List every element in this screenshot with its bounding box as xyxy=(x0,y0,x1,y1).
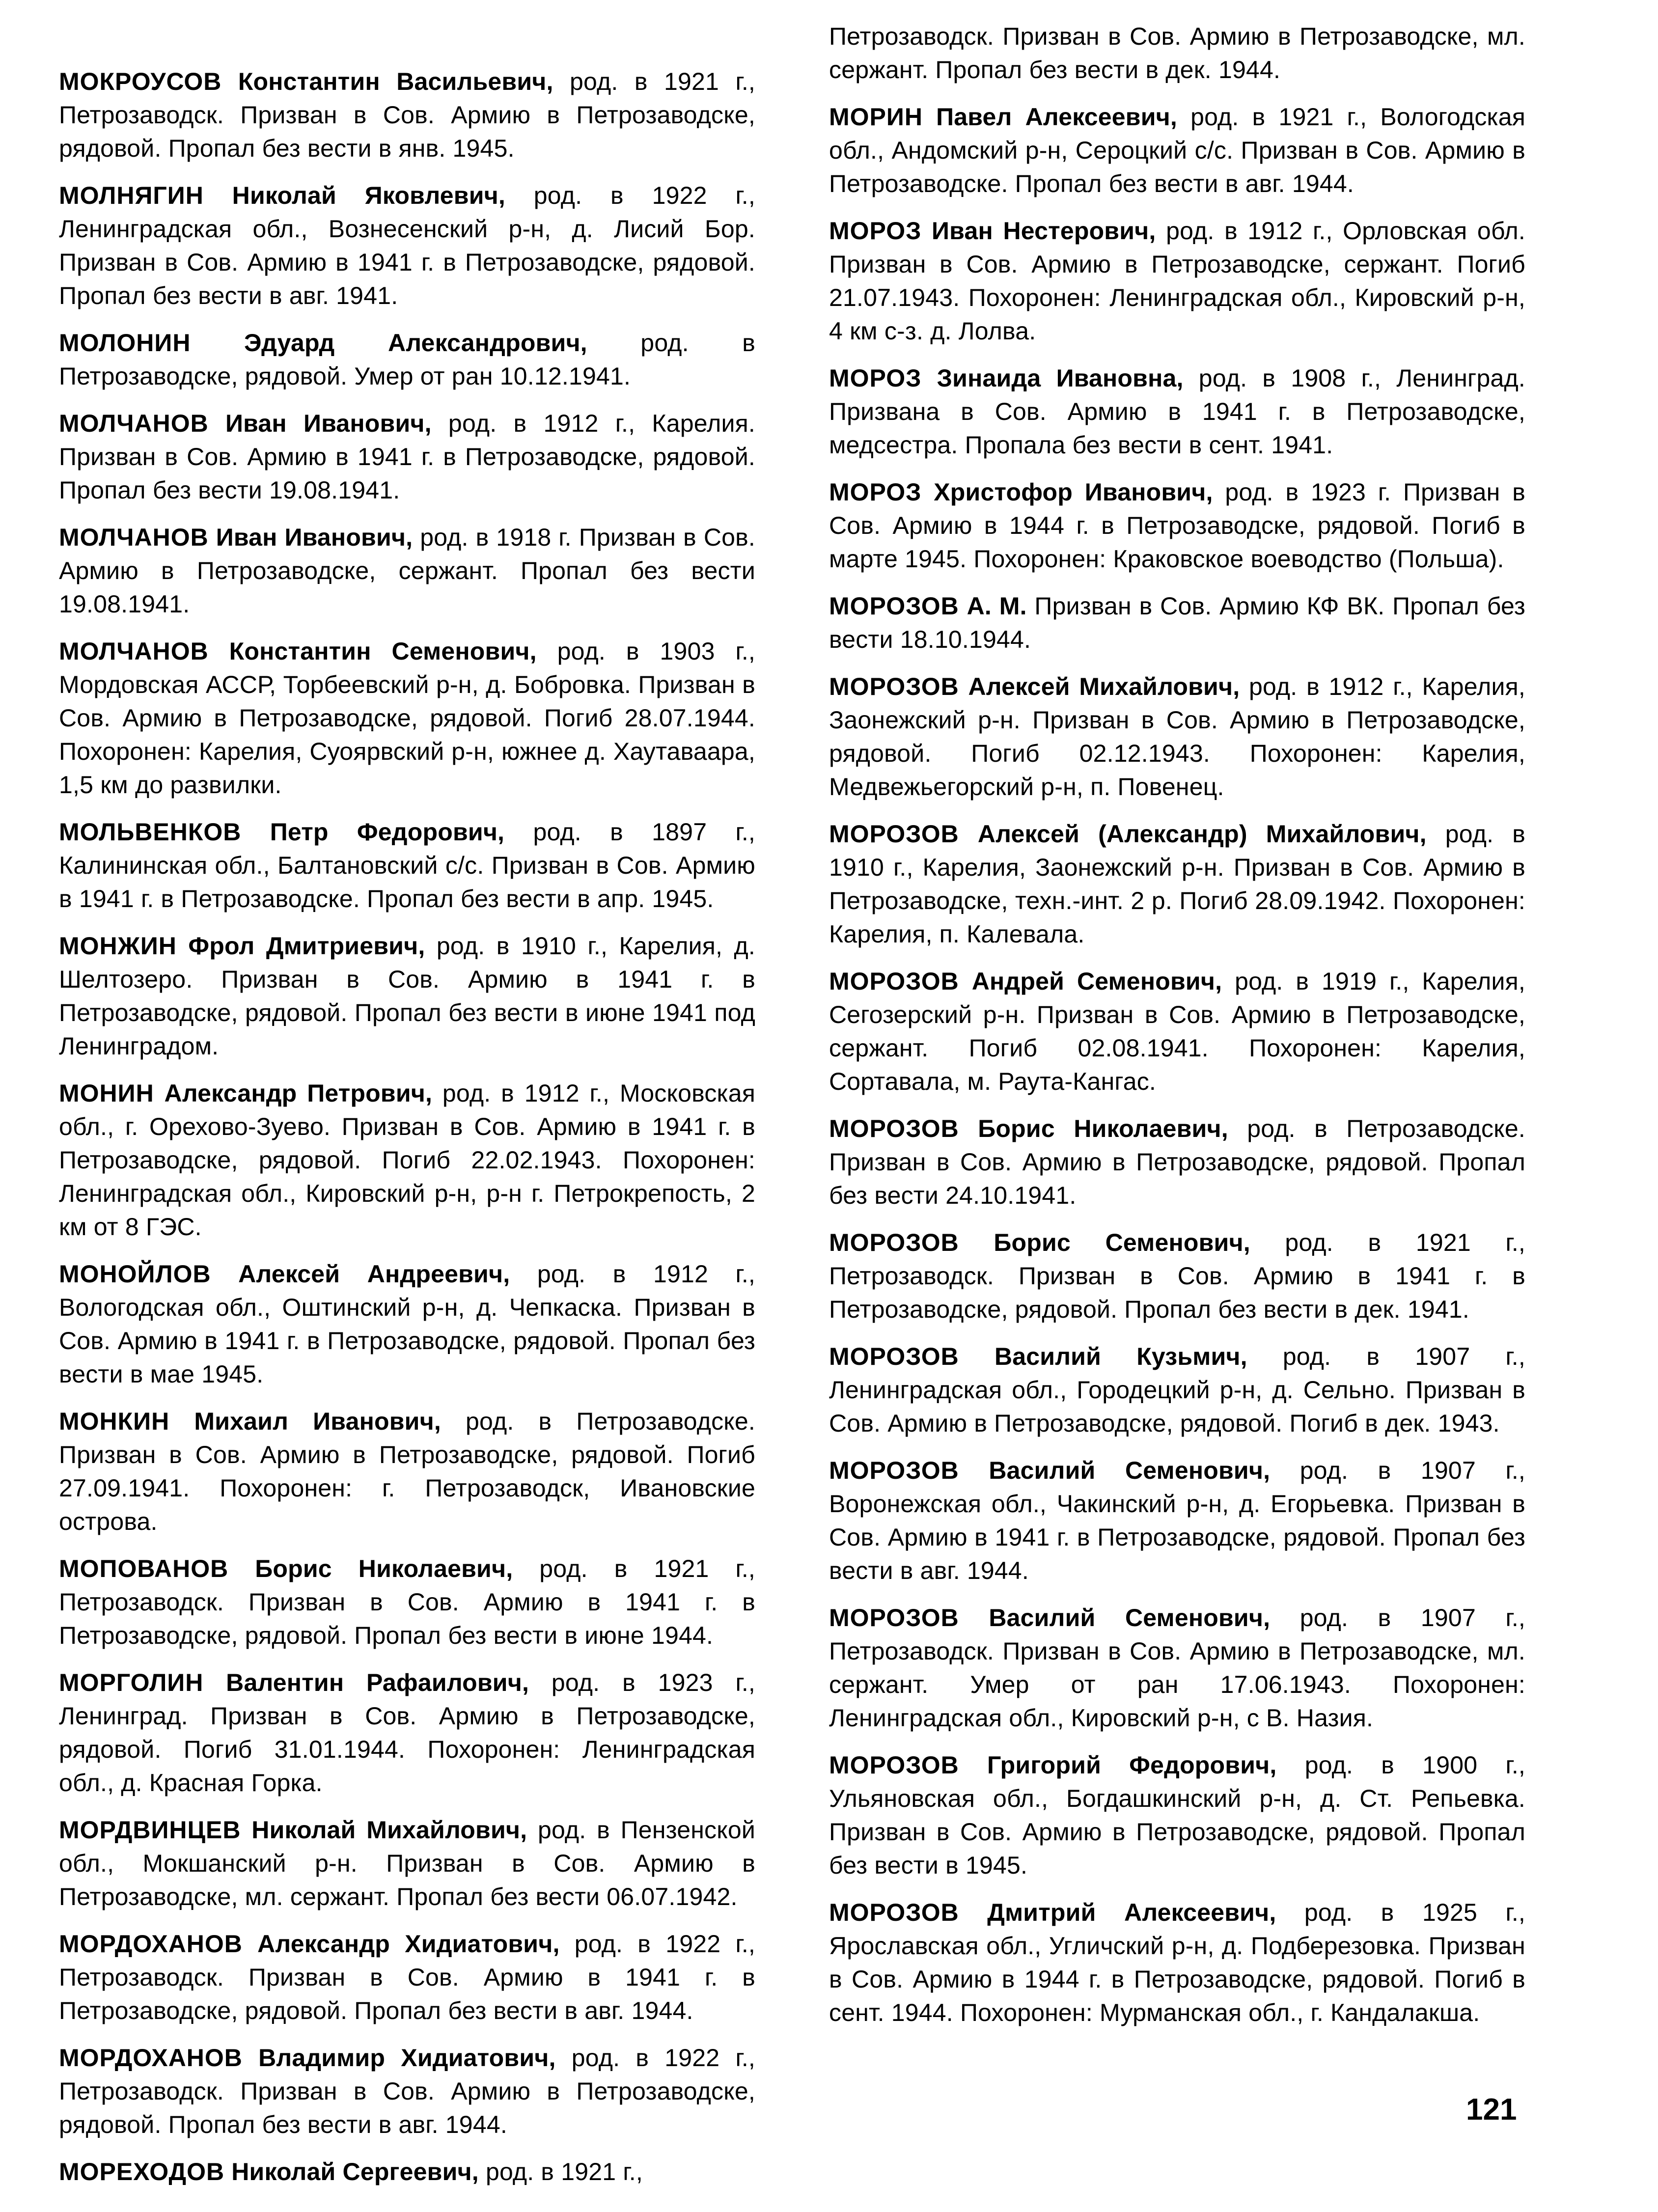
entry-surname: МОРОЗ xyxy=(829,478,922,506)
list-entry xyxy=(829,817,1525,951)
entry-given-names: Константин Семенович, xyxy=(229,637,537,665)
entry-surname: МОРОЗОВ xyxy=(829,1899,959,1926)
entry-surname: МОРОЗОВ xyxy=(829,820,959,848)
entry-given-names: Николай Михайлович, xyxy=(251,1816,527,1844)
left-column xyxy=(59,65,755,2202)
entry-details: род. в 1912 г., Орловская обл. Призван в Сов. Армию в Петрозаводске, сержант. Погиб 21.07.1943. Похоронен: Ленинградская обл., Кировский р-н, 4 км с-з. д. Лолва. xyxy=(829,217,1525,345)
entry-details: род. в 1910 г., Карелия, д. Шелтозеро. Призван в Сов. Армию в 1941 г. в Петрозаводске, рядовой. Пропал без вести в июне 1941 под Ленинградом. xyxy=(59,932,756,1060)
entry-given-names: Михаил Иванович, xyxy=(194,1408,441,1435)
list-entry xyxy=(59,1257,755,1391)
entry-given-names: Владимир Хидиатович, xyxy=(258,2044,556,2072)
entry-given-names: Андрей Семенович, xyxy=(971,968,1222,995)
entry-given-names: Валентин Рафаилович, xyxy=(226,1669,529,1696)
list-entry xyxy=(829,1226,1525,1326)
list-entry xyxy=(829,361,1525,462)
list-entry xyxy=(829,1454,1525,1587)
entry-details: род. в 1922 г., Ленинградская обл., Вознесенский р-н, д. Лисий Бор. Призван в Сов. Армию в 1941 г. в Петрозаводске, рядовой. Пропал без вести в авг. 1941. xyxy=(59,182,755,309)
entry-details: род. в 1912 г., Карелия. Призван в Сов. Армию в 1941 г. в Петрозаводске, рядовой. Пропал без вести 19.08.1941. xyxy=(59,410,755,504)
list-entry xyxy=(59,326,755,393)
entry-details: род. в 1919 г., Карелия, Сегозерский р-н. Призван в Сов. Армию в Петрозаводске, сержант. Погиб 02.08.1941. Похоронен: Карелия, Сортавала, м. Раута-Кангас. xyxy=(829,968,1525,1095)
list-entry xyxy=(829,20,1525,86)
list-entry xyxy=(59,1405,755,1538)
entry-details: род. в Петрозаводске. Призван в Сов. Армию в Петрозаводске, рядовой. Погиб 27.09.1941. Похоронен: г. Петрозаводск, Ивановские острова. xyxy=(59,1408,755,1535)
entry-details: род. в 1912 г., Карелия, Заонежский р-н. Призван в Сов. Армию в Петрозаводске, рядовой. Погиб 02.12.1943. Похоронен: Карелия, Медвежьегорский р-н, п. Повенец. xyxy=(829,673,1526,801)
entry-details: род. в 1923 г., Ленинград. Призван в Сов. Армию в Петрозаводске, рядовой. Погиб 31.01.1944. Похоронен: Ленинградская обл., д. Красная Горка. xyxy=(59,1669,756,1797)
entry-given-names: Николай Сергеевич, xyxy=(231,2158,479,2185)
entry-given-names: Дмитрий Алексеевич, xyxy=(987,1899,1276,1926)
entry-surname: МОКРОУСОВ xyxy=(59,68,222,95)
entry-details: Призван в Сов. Армию КФ ВК. Пропал без вести 18.10.1944. xyxy=(829,592,1525,653)
entry-details: род. в 1910 г., Карелия, Заонежский р-н. Призван в Сов. Армию в Петрозаводске, техн.-инт. 2 р. Погиб 28.09.1942. Похоронен: Карелия, п. Калевала. xyxy=(829,820,1525,948)
list-entry xyxy=(829,1112,1525,1212)
entry-surname: МОЛОНИН xyxy=(59,329,191,357)
entry-details: род. в Петрозаводске, рядовой. Умер от ран 10.12.1941. xyxy=(59,329,755,390)
entry-given-names: Фрол Дмитриевич, xyxy=(188,932,425,960)
entry-surname: МОНОЙЛОВ xyxy=(59,1260,211,1288)
entry-given-names: Григорий Федорович, xyxy=(987,1751,1277,1779)
entry-given-names: Борис Николаевич, xyxy=(255,1555,513,1582)
list-entry xyxy=(59,1666,755,1799)
entry-details: род. в 1912 г., Вологодская обл., Оштинский р-н, д. Чепкаска. Призван в Сов. Армию в 1941 г. в Петрозаводске, рядовой. Пропал без вести в мае 1945. xyxy=(59,1260,756,1388)
entry-given-names: Борис Семенович, xyxy=(994,1229,1250,1256)
entry-details: род. в 1923 г. Призван в Сов. Армию в 1944 г. в Петрозаводске, рядовой. Погиб в марте 1945. Похоронен: Краковское воеводство (Польша). xyxy=(829,478,1525,573)
entry-surname: МОРОЗОВ xyxy=(829,1115,959,1142)
list-entry xyxy=(59,179,755,312)
entry-surname: МОРОЗ xyxy=(829,364,922,392)
list-entry xyxy=(829,214,1525,348)
list-entry xyxy=(829,965,1525,1098)
entry-details: род. в Пензенской обл., Мокшанский р-н. Призван в Сов. Армию в Петрозаводске, мл. сержант. Пропал без вести 06.07.1942. xyxy=(59,1816,755,1910)
entry-surname: МОЛЧАНОВ xyxy=(59,637,209,665)
entry-surname: МОЛЧАНОВ xyxy=(59,410,209,437)
entry-details: род. в 1922 г., Петрозаводск. Призван в Сов. Армию в Петрозаводске, рядовой. Пропал без вести в авг. 1944. xyxy=(59,2044,755,2138)
list-entry xyxy=(59,2041,755,2141)
entry-surname: МОРЕХОДОВ xyxy=(59,2158,225,2185)
entry-details: род. в 1903 г., Мордовская АССР, Торбеевский р-н, д. Бобровка. Призван в Сов. Армию в Петрозаводске, рядовой. Погиб 28.07.1944. Похоронен: Карелия, Суоярвский р-н, южнее д. Хаутаваара, 1,5 км до развилки. xyxy=(59,637,755,799)
entry-details: род. в 1897 г., Калининская обл., Балтановский с/с. Призван в Сов. Армию в 1941 г. в Петрозаводске. Пропал без вести в апр. 1945. xyxy=(59,818,756,912)
list-entry xyxy=(59,407,755,507)
entry-details: род. в 1921 г., Петрозаводск. Призван в Сов. Армию в 1941 г. в Петрозаводске, рядовой. Пропал без вести в дек. 1941. xyxy=(829,1229,1525,1323)
entry-given-names: Иван Иванович, xyxy=(216,524,413,551)
entry-surname: МОРОЗОВ xyxy=(829,592,959,620)
entry-details: род. в 1921 г., Петрозаводск. Призван в Сов. Армию в 1941 г. в Петрозаводске, рядовой. Пропал без вести в июне 1944. xyxy=(59,1555,756,1649)
entry-surname: МОПОВАНОВ xyxy=(59,1555,229,1582)
list-entry xyxy=(59,1813,755,1913)
entry-surname: МОРОЗОВ xyxy=(829,968,959,995)
entry-given-names: Петр Федорович, xyxy=(270,818,505,846)
entry-given-names: Василий Семенович, xyxy=(989,1457,1271,1484)
entry-given-names: Василий Кузьмич, xyxy=(994,1343,1247,1370)
entry-given-names: Зинаида Ивановна, xyxy=(937,364,1184,392)
entry-surname: МОЛЧАНОВ xyxy=(59,524,209,551)
entry-details: род. в 1908 г., Ленинград. Призвана в Сов. Армию в 1941 г. в Петрозаводске, медсестра. Пропала без вести в сент. 1941. xyxy=(829,364,1525,459)
entry-surname: МОРИН xyxy=(829,103,923,131)
list-entry xyxy=(829,589,1525,656)
list-entry xyxy=(829,1748,1525,1882)
entry-surname: МОРОЗОВ xyxy=(829,1343,959,1370)
entry-surname: МОРОЗОВ xyxy=(829,1457,959,1484)
entry-given-names: Эдуард Александрович, xyxy=(244,329,587,357)
list-entry xyxy=(829,475,1525,576)
entry-given-names: Александр Хидиатович, xyxy=(257,1930,560,1958)
list-entry xyxy=(59,1927,755,2027)
entry-given-names: Николай Яковлевич, xyxy=(232,182,505,209)
list-entry xyxy=(59,1552,755,1652)
right-column xyxy=(829,20,1525,2043)
entry-given-names: Константин Васильевич, xyxy=(238,68,553,95)
entry-details: Петрозаводск. Призван в Сов. Армию в Петрозаводске, мл. сержант. Пропал без вести в дек. 1944. xyxy=(829,23,1525,83)
entry-details: род. в 1921 г., xyxy=(478,2158,643,2185)
entry-surname: МОЛЬВЕНКОВ xyxy=(59,818,242,846)
entry-surname: МОРОЗОВ xyxy=(829,1604,959,1631)
entry-details: род. в 1921 г., Петрозаводск. Призван в Сов. Армию в Петрозаводске, рядовой. Пропал без вести в янв. 1945. xyxy=(59,68,755,162)
list-entry xyxy=(829,1340,1525,1440)
entry-given-names: Алексей Михайлович, xyxy=(968,673,1240,700)
entry-surname: МОРДВИНЦЕВ xyxy=(59,1816,241,1844)
entry-details: род. в 1907 г., Петрозаводск. Призван в Сов. Армию в Петрозаводске, мл. сержант. Умер от ран 17.06.1943. Похоронен: Ленинградская обл., Кировский р-н, с В. Назия. xyxy=(829,1604,1526,1732)
entry-surname: МОНЖИН xyxy=(59,932,177,960)
list-entry xyxy=(59,65,755,165)
entry-given-names: Алексей Андреевич, xyxy=(238,1260,510,1288)
entry-given-names: Александр Петрович, xyxy=(164,1079,433,1107)
entry-surname: МОРДОХАНОВ xyxy=(59,2044,243,2072)
entry-surname: МОНИН xyxy=(59,1079,154,1107)
list-entry xyxy=(829,670,1525,803)
entry-given-names: Иван Нестерович, xyxy=(932,217,1156,245)
entry-surname: МОРОЗОВ xyxy=(829,1229,959,1256)
entry-given-names: Павел Алексеевич, xyxy=(936,103,1177,131)
entry-details: род. в 1900 г., Ульяновская обл., Богдашкинский р-н, д. Ст. Репьевка. Призван в Сов. Армию в Петрозаводске, рядовой. Пропал без вести в 1945. xyxy=(829,1751,1525,1879)
entry-given-names: Христофор Иванович, xyxy=(934,478,1213,506)
entry-given-names: Иван Иванович, xyxy=(225,410,432,437)
entry-details: род. в 1922 г., Петрозаводск. Призван в Сов. Армию в 1941 г. в Петрозаводске, рядовой. Пропал без вести в авг. 1944. xyxy=(59,1930,756,2024)
list-entry xyxy=(59,635,755,802)
list-entry xyxy=(59,2155,755,2188)
list-entry xyxy=(829,1601,1525,1735)
list-entry xyxy=(59,815,755,915)
page-number: 121 xyxy=(1466,2093,1517,2127)
entry-details: род. в 1921 г., Вологодская обл., Андомский р-н, Сероцкий с/с. Призван в Сов. Армию в Петрозаводске. Пропал без вести в авг. 1944. xyxy=(829,103,1525,197)
entry-given-names: А. М. xyxy=(967,592,1027,620)
entry-details: род. в Петрозаводске. Призван в Сов. Армию в Петрозаводске, рядовой. Пропал без вести 24.10.1941. xyxy=(829,1115,1525,1209)
entry-surname: МОРОЗОВ xyxy=(829,1751,959,1779)
list-entry xyxy=(829,100,1525,200)
entry-surname: МОРДОХАНОВ xyxy=(59,1930,243,1958)
list-entry xyxy=(829,1896,1525,2029)
entry-details: род. в 1907 г., Ленинградская обл., Городецкий р-н, д. Сельно. Призван в Сов. Армию в Петрозаводске, рядовой. Погиб в дек. 1943. xyxy=(829,1343,1525,1437)
entry-given-names: Василий Семенович, xyxy=(989,1604,1271,1631)
entry-given-names: Борис Николаевич, xyxy=(978,1115,1228,1142)
entry-details: род. в 1925 г., Ярославская обл., Угличский р-н, д. Подберезовка. Призван в Сов. Армию в 1944 г. в Петрозаводске, рядовой. Погиб в сент. 1944. Похоронен: Мурманская обл., г. Кандалакша. xyxy=(829,1899,1526,2026)
list-entry xyxy=(59,929,755,1063)
list-entry xyxy=(59,521,755,621)
list-entry xyxy=(59,1077,755,1244)
entry-surname: МОРОЗОВ xyxy=(829,673,959,700)
entry-given-names: Алексей (Александр) Михайлович, xyxy=(977,820,1427,848)
entry-details: род. в 1918 г. Призван в Сов. Армию в Петрозаводске, сержант. Пропал без вести 19.08.1941. xyxy=(59,524,755,618)
entry-surname: МОРГОЛИН xyxy=(59,1669,204,1696)
entry-details: род. в 1912 г., Московская обл., г. Орехово-Зуево. Призван в Сов. Армию в 1941 г. в Петрозаводске, рядовой. Погиб 22.02.1943. Похоронен: Ленинградская обл., Кировский р-н, р-н г. Петрокрепость, 2 км от 8 ГЭС. xyxy=(59,1079,755,1241)
entry-details: род. в 1907 г., Воронежская обл., Чакинский р-н, д. Егорьевка. Призван в Сов. Армию в 1941 г. в Петрозаводске, рядовой. Пропал без вести в авг. 1944. xyxy=(829,1457,1526,1584)
entry-surname: МОНКИН xyxy=(59,1408,170,1435)
entry-surname: МОЛНЯГИН xyxy=(59,182,204,209)
entry-surname: МОРОЗ xyxy=(829,217,922,245)
